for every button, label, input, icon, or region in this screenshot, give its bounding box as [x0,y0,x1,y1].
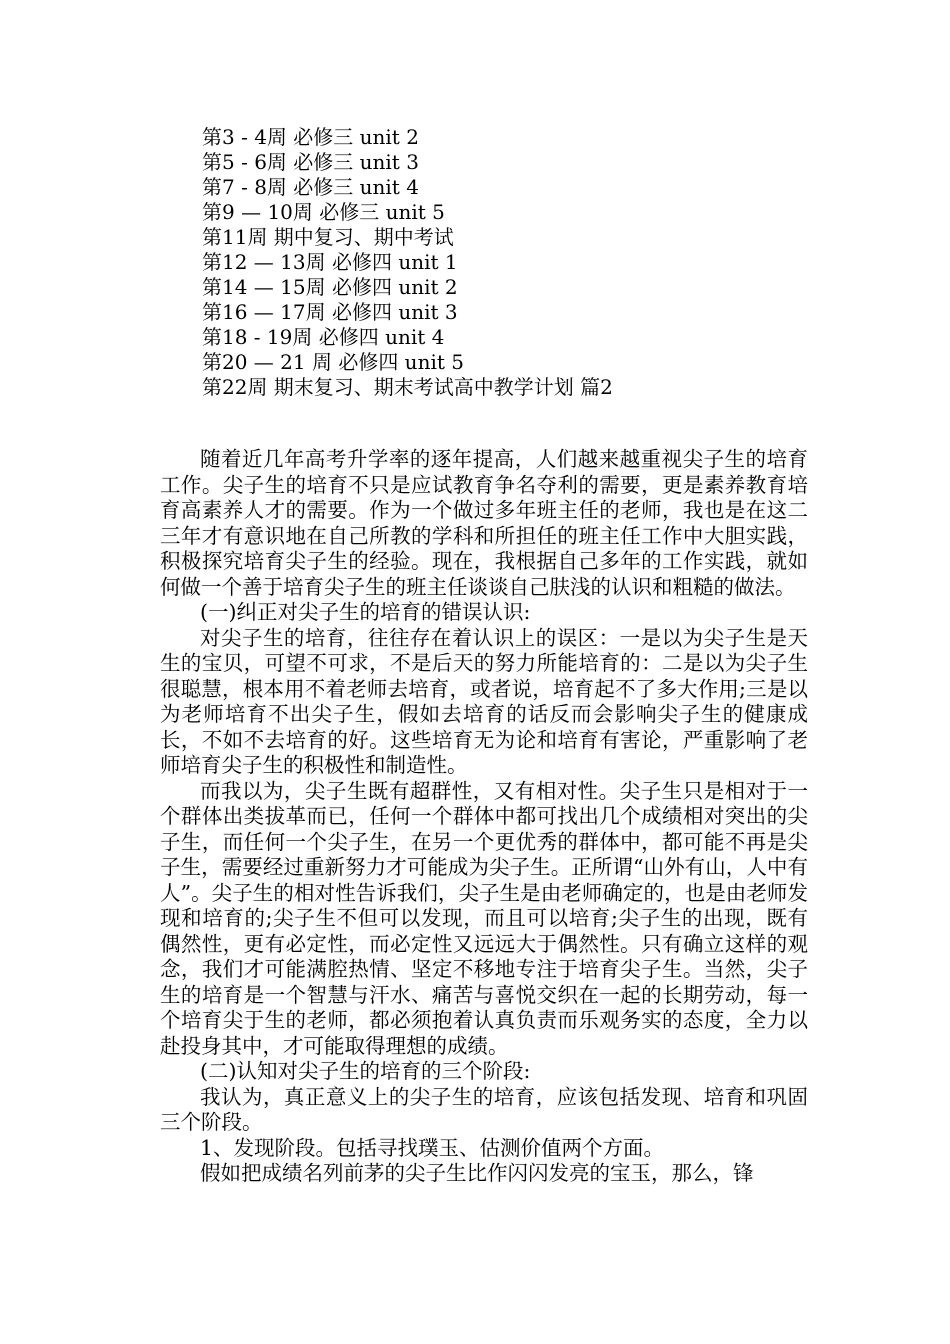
schedule-line: 第16 — 17周 必修四 unit 3 [202,300,458,324]
schedule-line: 第9 — 10周 必修三 unit 5 [202,200,445,224]
schedule-line: 第22周 期末复习、期末考试高中教学计划 篇2 [202,375,613,399]
schedule-line: 第20 — 21 周 必修四 unit 5 [202,350,464,374]
paragraph: 我认为，真正意义上的尖子生的培育，应该包括发现、培育和巩固三个阶段。 [160,1084,808,1134]
article-body [160,447,808,1187]
paragraph: 随着近几年高考升学率的逐年提高，人们越来越重视尖子生的培育工作。尖子生的培育不只是应试教育争名夺利的需要，更是素养教育培育高素养人才的需要。作为一个做过多年班主任的老师，我也是在这二三年才有意识地在自己所教的学科和所担任的班主任工作中大胆实践，积极探究培育尖子生的经验。现在，我根据自己多年的工作实践，就如何做一个善于培育尖子生的班主任谈谈自己肤浅的认识和粗糙的做法。 [160,447,808,599]
paragraph: 1、发现阶段。包括寻找璞玉、估测价值两个方面。 [200,1135,665,1160]
schedule-line: 第5 - 6周 必修三 unit 3 [202,150,419,174]
schedule-line: 第14 — 15周 必修四 unit 2 [202,275,458,299]
paragraph: 而我以为，尖子生既有超群性，又有相对性。尖子生只是相对于一个群体出类拔革而已，任何一个群体中都可找出几个成绩相对突出的尖子生，而任何一个尖子生，在另一个更优秀的群体中，都可能不再是尖子生，需要经过重新努力才可能成为尖子生。正所谓“山外有山，人中有人”。尖子生的相对性告诉我们，尖子生是由老师确定的，也是由老师发现和培育的;尖子生不但可以发现，而且可以培育;尖子生的出现，既有偶然性，更有必定性，而必定性又远远大于偶然性。只有确立这样的观念，我们才可能满腔热情、坚定不移地专注于培育尖子生。当然，尖子生的培育是一个智慧与汗水、痛苦与喜悦交织在一起的长期劳动，每一个培育尖于生的老师，都必须抱着认真负责而乐观务实的态度，全力以赴投身其中，才可能取得理想的成绩。 [160,778,808,1058]
section-heading: (二)认知对尖子生的培育的三个阶段: [200,1059,531,1083]
teaching-schedule [202,125,802,400]
schedule-line: 第7 - 8周 必修三 unit 4 [202,175,419,199]
paragraph: 假如把成绩名列前茅的尖子生比作闪闪发亮的宝玉，那么，锋 [200,1161,754,1185]
schedule-line: 第3 - 4周 必修三 unit 2 [202,125,419,149]
schedule-line: 第11周 期中复习、期中考试 [202,225,454,249]
paragraph: 对尖子生的培育，往往存在着认识上的误区：一是以为尖子生是天生的宝贝，可望不可求，不是后天的努力所能培育的：二是以为尖子生很聪慧，根本用不着老师去培育，或者说，培育起不了多大作用;三是以为老师培育不出尖子生，假如去培育的话反而会影响尖子生的健康成长，不如不去培育的好。这些培育无为论和培育有害论，严重影响了老师培育尖子生的积极性和制造性。 [160,625,808,777]
schedule-line: 第12 — 13周 必修四 unit 1 [202,250,458,274]
section-heading: (一)纠正对尖子生的培育的错误认识: [200,600,531,624]
schedule-line: 第18 - 19周 必修四 unit 4 [202,325,445,349]
